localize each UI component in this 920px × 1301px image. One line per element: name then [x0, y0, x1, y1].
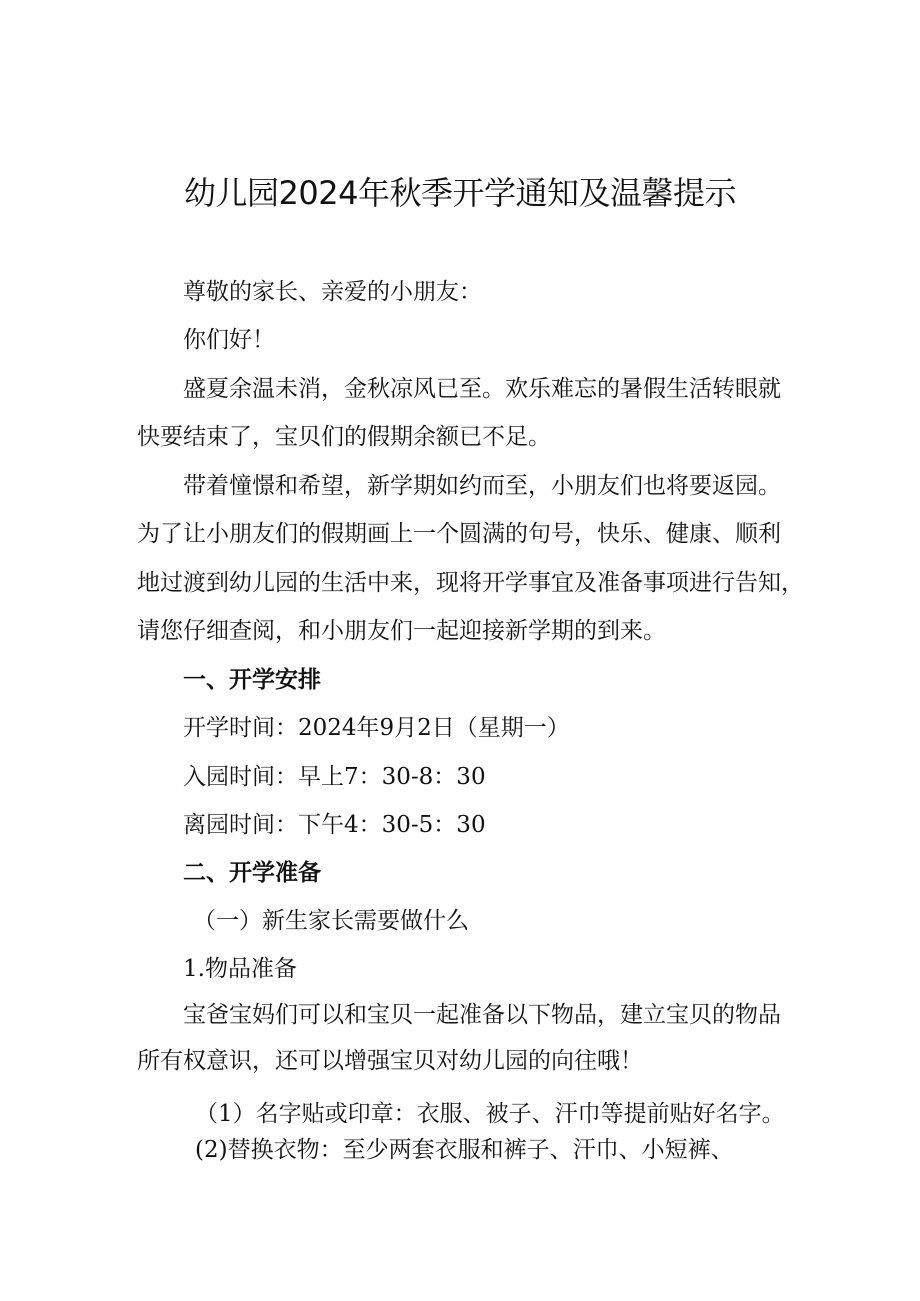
item1-text-line-2: 所有权意识，还可以增强宝贝对幼儿园的向往哦！ — [137, 1048, 643, 1074]
paragraph2-line-1: 带着憧憬和希望，新学期如约而至，小朋友们也将要返园。 — [183, 473, 781, 499]
hello: 你们好！ — [183, 327, 275, 353]
document-title: 幼儿园2024年秋季开学通知及温馨提示 — [184, 174, 736, 212]
item1-text-line-1: 宝爸宝妈们可以和宝贝一起准备以下物品，建立宝贝的物品 — [183, 1002, 781, 1028]
intro-line-1: 盛夏余温未消，金秋凉风已至。欢乐难忘的暑假生活转眼就 — [183, 376, 781, 402]
section1-heading: 一、开学安排 — [183, 667, 321, 693]
start-date: 开学时间：2024年9月2日（星期一） — [183, 715, 570, 741]
paragraph2-line-2: 为了让小朋友们的假期画上一个圆满的句号，快乐、健康、顺利 — [137, 521, 781, 547]
paragraph2-line-3: 地过渡到幼儿园的生活中来，现将开学事宜及准备事项进行告知， — [137, 570, 804, 596]
section2-heading: 二、开学准备 — [183, 860, 321, 886]
section2-sub1: （一）新生家长需要做什么 — [193, 908, 469, 934]
greeting: 尊敬的家长、亲爱的小朋友： — [183, 279, 482, 305]
intro-line-2: 快要结束了，宝贝们的假期余额已不足。 — [137, 424, 551, 450]
item1-heading: 1.物品准备 — [183, 956, 297, 982]
list-item: (2)替换衣物：至少两套衣服和裤子、汗巾、小短裤、 — [195, 1137, 734, 1163]
arrival-time: 入园时间：早上7：30-8：30 — [183, 764, 486, 790]
list-item: （1）名字贴或印章：衣服、被子、汗巾等提前贴好名字。 — [195, 1101, 785, 1127]
departure-time: 离园时间：下午4：30-5：30 — [183, 812, 486, 838]
paragraph2-line-4: 请您仔细查阅，和小朋友们一起迎接新学期的到来。 — [137, 618, 666, 644]
